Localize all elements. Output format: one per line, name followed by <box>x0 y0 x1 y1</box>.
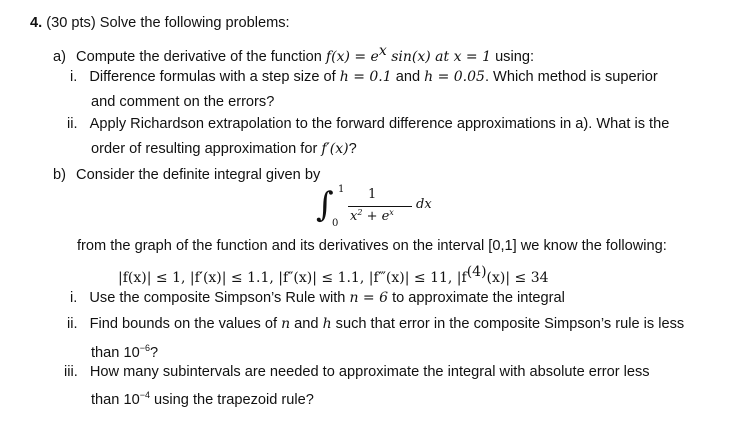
part-b-ii-post: such that error in the composite Simpson’s rule is less <box>331 316 685 332</box>
part-b-ii-text: Find bounds on the values of <box>89 316 282 332</box>
part-a-label: a) <box>53 49 66 65</box>
bounds-sup: (4) <box>466 264 487 280</box>
integrand-denominator <box>350 208 394 224</box>
part-b-ii-n: n <box>281 316 291 332</box>
part-b-ii-line2-post: ? <box>149 345 159 361</box>
part-a-fx-post: sin(x) at x = 1 <box>386 49 492 65</box>
part-b-ii-h: h <box>322 316 332 332</box>
part-b-i-post: to approximate the integral <box>388 290 565 306</box>
part-a-i-h1: h = 0.1 <box>339 69 392 85</box>
question-number: 4. <box>30 15 43 31</box>
part-a-fx: f(x) = e <box>325 49 379 65</box>
part-a-ii-line2-post: ? <box>348 141 357 157</box>
part-a-ii-line2 <box>91 139 357 159</box>
question-title: (30 pts) Solve the following problems: <box>46 15 290 31</box>
part-b-i <box>70 288 565 308</box>
part-b-iii-line2 <box>91 385 314 410</box>
part-a-i <box>70 67 658 87</box>
integrand-numerator: 1 <box>368 187 377 202</box>
part-b-iii-line2-sup: −4 <box>139 390 150 400</box>
part-a-text: Compute the derivative of the function <box>76 49 326 65</box>
part-b-text: Consider the definite integral given by <box>76 167 321 183</box>
part-a-i-h2: h = 0.05 <box>424 69 485 85</box>
part-b-ii-line2-sup: −6 <box>139 343 150 353</box>
part-a-i-text-post: . Which method is superior <box>484 69 658 85</box>
den-x: x <box>350 209 358 224</box>
part-b-iii-text: How many subintervals are needed to approximate the integral with absolute error less <box>89 364 650 380</box>
part-a-ii <box>67 114 669 134</box>
part-b-ii-line2 <box>91 338 158 363</box>
part-a-i-text: Difference formulas with a step size of <box>89 69 340 85</box>
part-b <box>53 165 320 185</box>
part-a-fx-sup: x <box>378 43 387 59</box>
den-sup2: x <box>389 208 394 217</box>
integral-sign: ∫ <box>316 185 334 225</box>
part-b-ii <box>67 314 684 334</box>
part-a <box>53 41 534 67</box>
definite-integral <box>316 185 456 230</box>
question-header <box>30 13 290 33</box>
part-b-iii-label: iii. <box>64 364 78 380</box>
part-b-iii-line2-post: using the trapezoid rule? <box>149 392 314 408</box>
part-a-ii-line2-text: order of resulting approximation for <box>91 141 322 157</box>
part-b-ii-line2-text: than 10 <box>91 345 140 361</box>
derivative-bounds <box>118 262 549 288</box>
integral-lower-limit: 0 <box>332 218 339 229</box>
part-b-ii-mid: and <box>290 316 323 332</box>
part-b-i-n: n = 6 <box>349 290 389 306</box>
part-b-graph-text: from the graph of the function and its derivatives on the interval [0,1] we know the following: <box>77 238 667 254</box>
part-a-i-label: i. <box>70 69 78 85</box>
part-b-iii-line2-text: than 10 <box>91 392 140 408</box>
part-b-i-label: i. <box>70 290 78 306</box>
den-plus-e: + e <box>362 209 390 224</box>
part-a-ii-fprime: f′(x) <box>321 141 349 157</box>
part-b-i-text: Use the composite Simpson’s Rule with <box>89 290 350 306</box>
part-a-ii-label: ii. <box>67 116 78 132</box>
bounds-post: (x)| ≤ 34 <box>486 270 549 286</box>
part-b-ii-label: ii. <box>67 316 78 332</box>
part-a-ii-text: Apply Richardson extrapolation to the forward difference approximations in a). What is the <box>89 116 670 132</box>
part-b-iii <box>64 362 650 382</box>
den-sup1: 2 <box>357 208 363 217</box>
fraction-bar <box>348 206 412 207</box>
integral-dx: dx <box>416 197 432 212</box>
integral-upper-limit: 1 <box>338 184 345 195</box>
bounds-text: |f(x)| ≤ 1, |f′(x)| ≤ 1.1, |f″(x)| ≤ 1.1, |f‴(x)| ≤ 11, |f <box>118 270 467 286</box>
part-a-i-line2: and comment on the errors? <box>91 94 275 110</box>
part-a-text-post: using: <box>491 49 535 65</box>
part-b-label: b) <box>53 167 66 183</box>
part-a-i-mid: and <box>391 69 425 85</box>
